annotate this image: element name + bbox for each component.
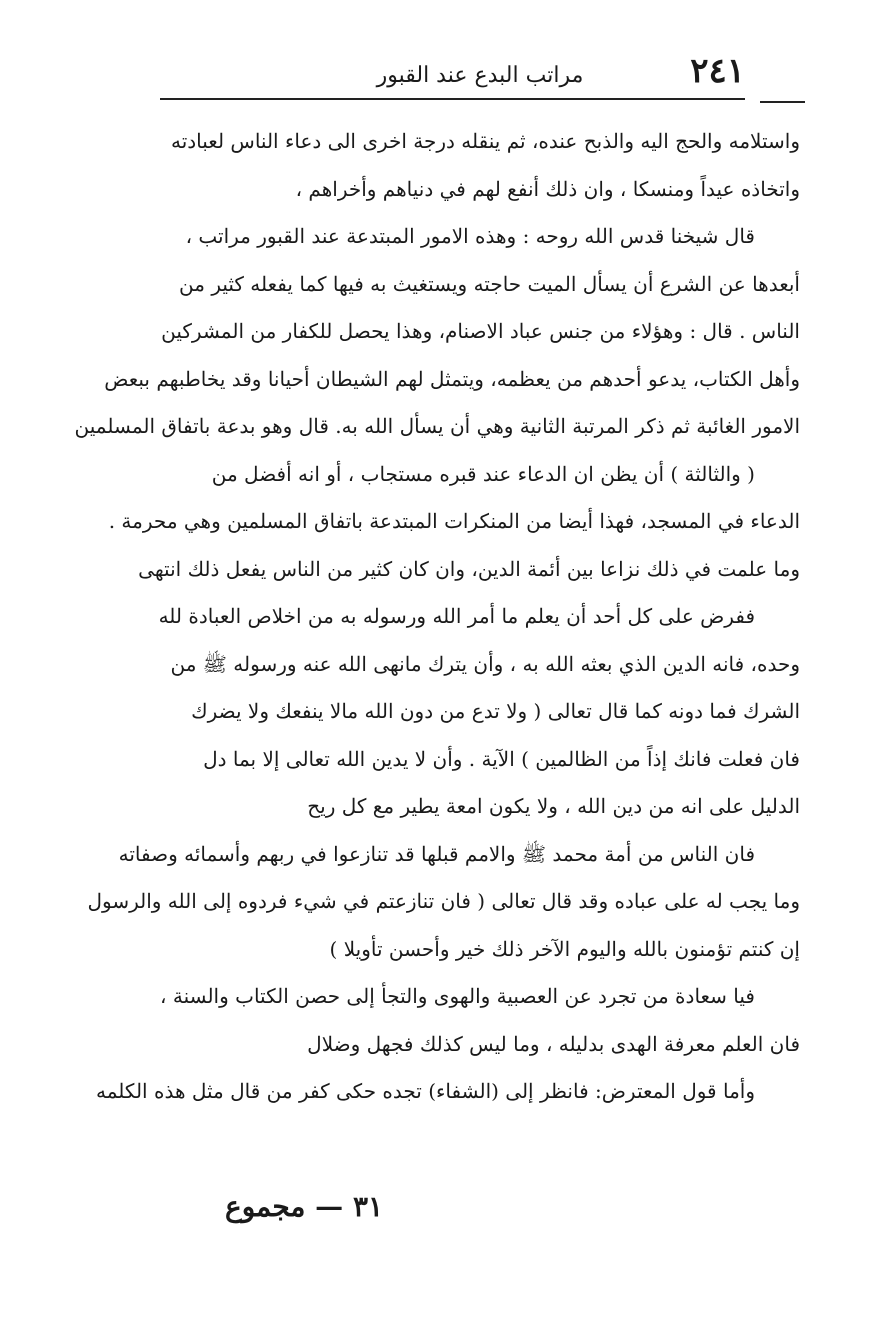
text-line: الشرك فما دونه كما قال تعالى ( ولا تدع من دون الله مالا ينفعك ولا يضرك	[191, 699, 800, 723]
text-line: الناس . قال : وهؤلاء من جنس عباد الاصنام، وهذا يحصل للكفار من المشركين	[161, 319, 800, 343]
text-line: فان العلم معرفة الهدى بدليله ، وما ليس كذلك فجهل وضلال	[307, 1031, 800, 1056]
text-line: واستلامه والحج اليه والذبح عنده، ثم ينقله درجة اخرى الى دعاء الناس لعبادته	[170, 129, 800, 153]
text-line: قال شيخنا قدس الله روحه : وهذه الامور المبتدعة عند القبور مراتب ،	[185, 224, 755, 248]
header-rule	[160, 98, 745, 100]
text-line: وما يجب له على عباده وقد قال تعالى ( فان تنازعتم في شيء فردوه إلى الله والرسول	[87, 889, 800, 913]
signature-mark: ٣١ — مجموع	[225, 1190, 384, 1223]
text-line: أبعدها عن الشرع أن يسأل الميت حاجته ويستغيث به فيها كما يفعله كثير من	[179, 271, 800, 296]
header-rule-short	[760, 101, 805, 103]
text-line: وحده، فانه الدين الذي بعثه الله به ، وأن يترك مانهى الله عنه ورسوله ﷺ من	[170, 651, 800, 676]
text-line: وأهل الكتاب، يدعو أحدهم من يعظمه، ويتمثل لهم الشيطان أحيانا وقد يخاطبهم ببعض	[104, 366, 800, 391]
running-title: مراتب البدع عند القبور	[376, 63, 584, 88]
text-line: واتخاذه عيداً ومنسكا ، وان ذلك أنفع لهم في دنياهم وأخراهم ،	[295, 176, 800, 201]
page-header	[160, 51, 800, 97]
page-number: ٢٤١	[690, 51, 745, 91]
text-line: وأما قول المعترض: فانظر إلى (الشفاء) تجده حكى كفر من قال مثل هذه الكلمه	[96, 1079, 755, 1103]
text-line: الامور الغائبة ثم ذكر المرتبة الثانية وهي أن يسأل الله به. قال وهو بدعة باتفاق المسلمين	[74, 414, 800, 438]
text-line: ففرض على كل أحد أن يعلم ما أمر الله ورسوله به من اخلاص العبادة لله	[158, 604, 755, 628]
text-line: فيا سعادة من تجرد عن العصبية والهوى والتجأ إلى حصن الكتاب والسنة ،	[160, 984, 755, 1008]
text-line: الدليل على انه من دين الله ، ولا يكون امعة يطير مع كل ريح	[307, 794, 800, 818]
text-line: الدعاء في المسجد، فهذا أيضا من المنكرات المبتدعة باتفاق المسلمين وهي محرمة .	[108, 509, 800, 533]
text-line: ( والثالثة ) أن يظن ان الدعاء عند قبره مستجاب ، أو انه أفضل من	[211, 461, 755, 486]
text-line: فان فعلت فانك إذاً من الظالمين ) الآية . وأن لا يدين الله تعالى إلا بما دل	[203, 746, 800, 771]
text-line: إن كنتم تؤمنون بالله واليوم الآخر ذلك خير وأحسن تأويلا )	[329, 936, 800, 961]
text-line: وما علمت في ذلك نزاعا بين أئمة الدين، وان كان كثير من الناس يفعل ذلك انتهى	[138, 556, 800, 581]
body-text	[74, 118, 800, 1116]
text-line: فان الناس من أمة محمد ﷺ والامم قبلها قد تنازعوا في ربهم وأسمائه وصفاته	[118, 841, 755, 866]
